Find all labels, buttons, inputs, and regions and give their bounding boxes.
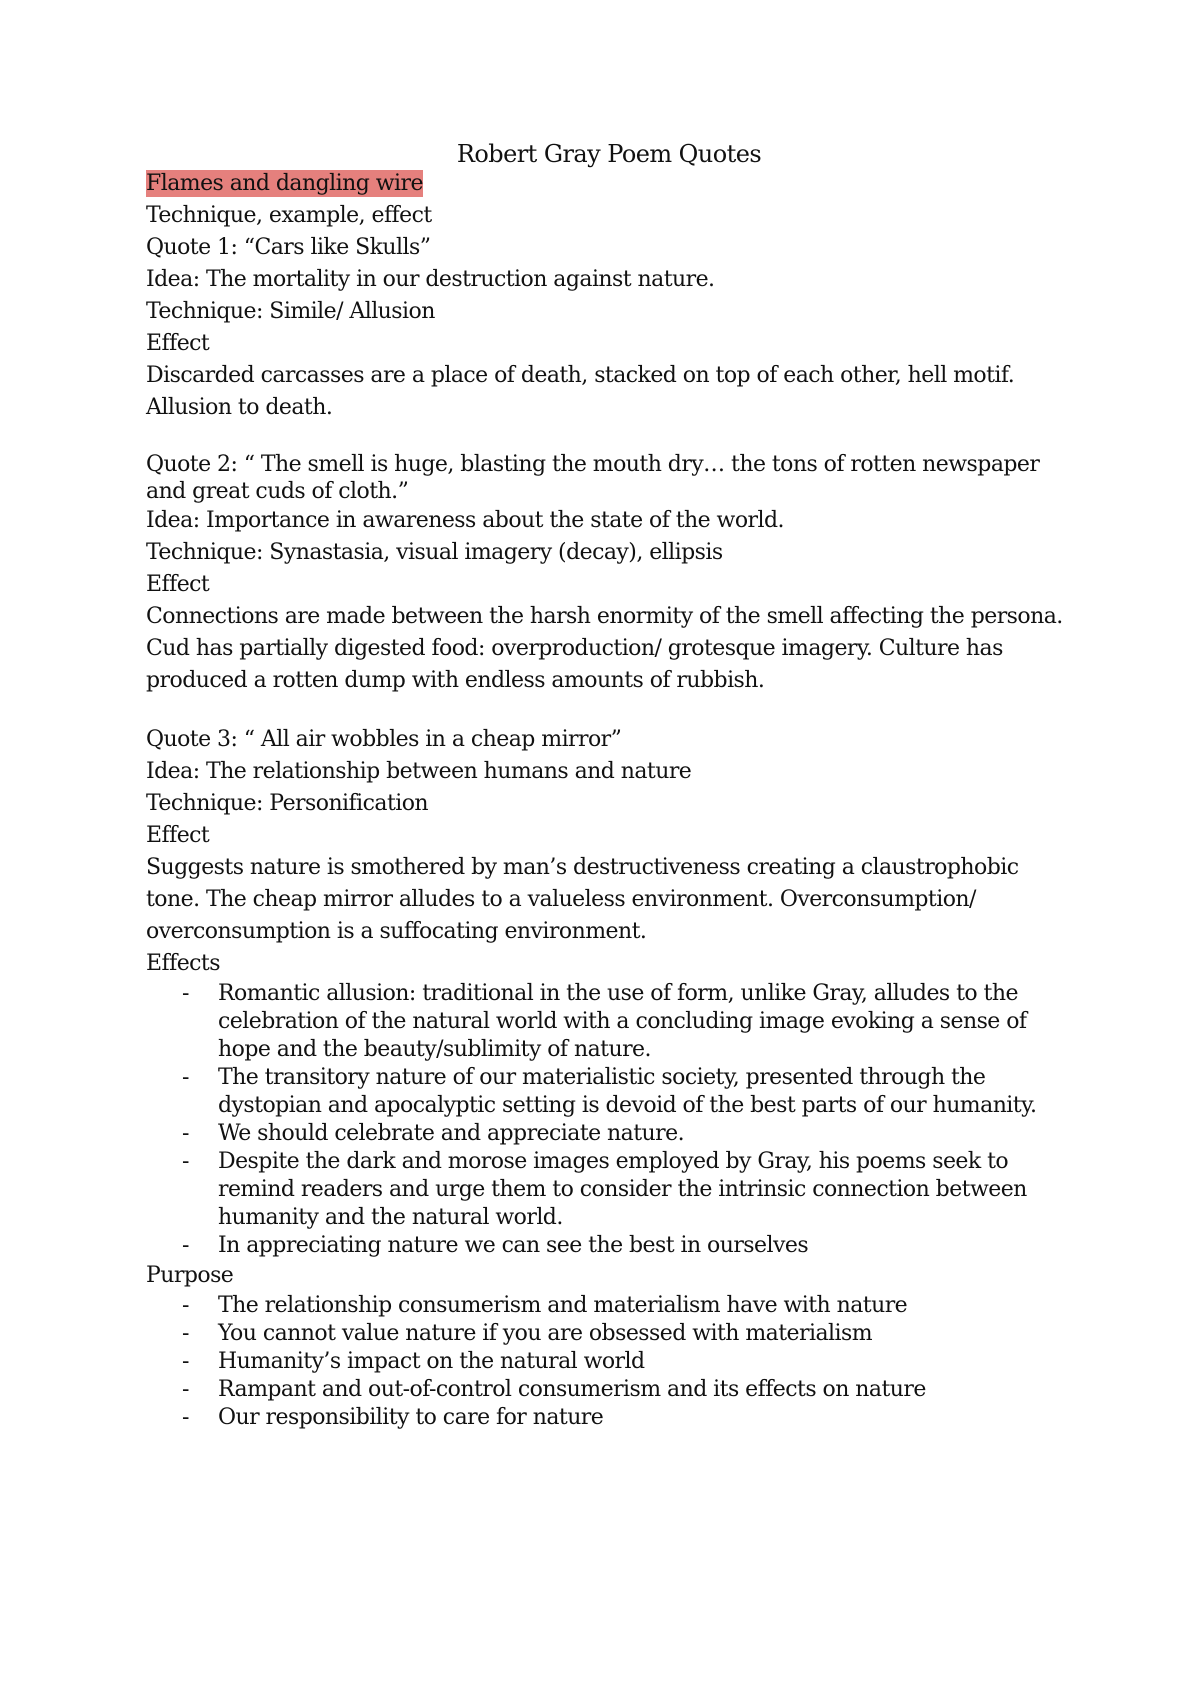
quote-1-idea: Idea: The mortality in our destruction against nature.: [146, 267, 715, 292]
quote-3-technique: Technique: Personification: [146, 791, 429, 816]
highlighted-heading: Flames and dangling wire: [146, 171, 423, 196]
quote-1-technique: Technique: Simile/ Allusion: [146, 299, 435, 324]
list-item: - Our responsibility to care for nature: [218, 1404, 1076, 1432]
effects-list: [146, 980, 1076, 1260]
quote-2-effect-label: Effect: [146, 572, 210, 597]
quote-1-effect-text: Discarded carcasses are a place of death, stacked on top of each other, hell motif. Allusion to death.: [146, 363, 1015, 420]
intro-line: Technique, example, effect: [146, 203, 432, 228]
purpose-list: [146, 1292, 1076, 1432]
quote-3-effect-text: Suggests nature is smothered by man’s destructiveness creating a claustrophobic tone. The cheap mirror alludes to a valueless environment. Overconsumption/ overconsumption is a suffocating environment.: [146, 855, 1019, 944]
document-page: [146, 138, 1076, 1432]
quote-block-3: [146, 724, 1076, 948]
list-item: - You cannot value nature if you are obsessed with materialism: [218, 1320, 1076, 1348]
list-item: - Rampant and out-of-control consumerism and its effects on nature: [218, 1376, 1076, 1404]
quote-3-text: Quote 3: “ All air wobbles in a cheap mirror”: [146, 727, 622, 752]
quote-1-effect-label: Effect: [146, 331, 210, 356]
quote-3-effect-label: Effect: [146, 823, 210, 848]
quote-block-2: [146, 451, 1076, 697]
list-item: - Despite the dark and morose images employed by Gray, his poems seek to remind readers and urge them to consider the intrinsic connection between humanity and the natural world.: [218, 1148, 1076, 1232]
quote-2-text: Quote 2: “ The smell is huge, blasting the mouth dry… the tons of rotten newspaper and great cuds of cloth.”: [146, 452, 1040, 504]
quote-2-technique: Technique: Synastasia, visual imagery (decay), ellipsis: [146, 540, 723, 565]
list-item: - Humanity’s impact on the natural world: [218, 1348, 1076, 1376]
section-heading: [146, 168, 1076, 200]
list-item: - In appreciating nature we can see the best in ourselves: [218, 1232, 1076, 1260]
quote-1-text: Quote 1: “Cars like Skulls”: [146, 235, 431, 260]
effects-label: Effects: [146, 951, 220, 976]
quote-block-1: [146, 232, 1076, 424]
quote-2-effect-text: Connections are made between the harsh enormity of the smell affecting the persona. Cud has partially digested food: overproduction/ grotesque imagery. Culture has produced a rotten dump with endless amounts of rubbish.: [146, 604, 1063, 693]
quote-2-idea: Idea: Importance in awareness about the state of the world.: [146, 508, 784, 533]
list-item: - Romantic allusion: traditional in the use of form, unlike Gray, alludes to the celebration of the natural world with a concluding image evoking a sense of hope and the beauty/sublimity of nature.: [218, 980, 1076, 1064]
quote-3-idea: Idea: The relationship between humans and nature: [146, 759, 692, 784]
list-item: - The transitory nature of our materialistic society, presented through the dystopian and apocalyptic setting is devoid of the best parts of our humanity.: [218, 1064, 1076, 1120]
list-item: - We should celebrate and appreciate nature.: [218, 1120, 1076, 1148]
list-item: - The relationship consumerism and materialism have with nature: [218, 1292, 1076, 1320]
purpose-label: Purpose: [146, 1263, 234, 1288]
spacer: [146, 697, 1076, 724]
document-title: Robert Gray Poem Quotes: [456, 140, 762, 168]
spacer: [146, 424, 1076, 451]
